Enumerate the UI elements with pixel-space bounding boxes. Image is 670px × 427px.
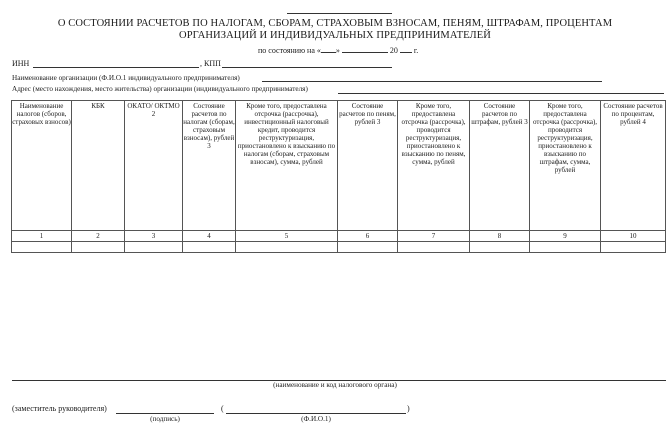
settlement-table [11, 100, 666, 253]
signature-caption: (подпись) [150, 415, 180, 423]
table-cell[interactable] [236, 242, 338, 253]
kpp-label: , КПП [200, 59, 221, 68]
col-header-tax-balance: Состояние расчетов по налогам (сборам, страховым взносам), рублей 3 [183, 101, 236, 231]
col-header-interest-balance: Состояние расчетов по процентам, рублей 4 [601, 101, 666, 231]
column-number: 1 [12, 231, 72, 242]
col-header-tax-name: Наименование налогов (сборов, страховых взносов) [12, 101, 72, 231]
table-header-row [12, 101, 666, 231]
col-header-fine-deferral: Кроме того, предоставлена отсрочка (рассрочка), проводится реструктуризация, приостановлено к взысканию по штрафам, сумма, рублей [530, 101, 601, 231]
address-field[interactable] [338, 93, 664, 94]
paren-close: ) [407, 404, 410, 413]
document-title-line2: ОРГАНИЗАЦИЙ И ИНДИВИДУАЛЬНЫХ ПРЕДПРИНИМАТЕЛЕЙ [179, 30, 491, 41]
table-cell[interactable] [338, 242, 398, 253]
date-suffix: г. [413, 46, 419, 55]
column-number: 5 [236, 231, 338, 242]
table-cell[interactable] [12, 242, 72, 253]
address-label: Адрес (место нахождения, место жительства) организации (индивидуального предпринимателя) [12, 85, 308, 93]
col-header-fine-balance: Состояние расчетов по штрафам, рублей 3 [470, 101, 530, 231]
table-cell[interactable] [125, 242, 183, 253]
column-number: 2 [72, 231, 125, 242]
table-cell[interactable] [530, 242, 601, 253]
org-name-field[interactable] [262, 81, 602, 82]
year-field[interactable] [400, 44, 412, 53]
column-number: 7 [398, 231, 470, 242]
table-cell[interactable] [183, 242, 236, 253]
date-prefix: по состоянию на « [258, 46, 321, 55]
top-short-line [287, 13, 392, 14]
table-cell[interactable] [470, 242, 530, 253]
table-cell[interactable] [72, 242, 125, 253]
fio-field[interactable] [226, 413, 406, 414]
column-number: 9 [530, 231, 601, 242]
fio-caption: (Ф.И.О.1) [301, 415, 331, 423]
table-cell[interactable] [398, 242, 470, 253]
col-header-kbk: КБК [72, 101, 125, 231]
table-row[interactable] [12, 242, 666, 253]
year-prefix: 20 [389, 46, 398, 55]
inn-field[interactable] [33, 67, 199, 68]
col-header-penalty-balance: Состояние расчетов по пеням, рублей 3 [338, 101, 398, 231]
column-number: 8 [470, 231, 530, 242]
col-header-penalty-deferral: Кроме того, предоставлена отсрочка (рассрочка), проводится реструктуризация, приостановлено к взысканию по пеням, сумма, рублей [398, 101, 470, 231]
document-title-line1: О СОСТОЯНИИ РАСЧЕТОВ ПО НАЛОГАМ, СБОРАМ, СТРАХОВЫМ ВЗНОСАМ, ПЕНЯМ, ШТРАФАМ, ПРОЦЕНТАМ [57, 18, 613, 29]
column-number: 6 [338, 231, 398, 242]
column-number: 10 [601, 231, 666, 242]
table-cell[interactable] [601, 242, 666, 253]
column-number-row [12, 231, 666, 242]
tax-authority-caption: (наименование и код налогового органа) [273, 381, 397, 389]
inn-label: ИНН [12, 59, 30, 68]
date-mid: » [335, 46, 340, 55]
signature-field[interactable] [116, 413, 214, 414]
month-field[interactable] [342, 44, 388, 53]
paren-open: ( [221, 404, 224, 413]
date-line [258, 44, 418, 56]
col-header-tax-deferral: Кроме того, предоставлена отсрочка (рассрочка), инвестиционный налоговый кредит, проводится реструктуризация, приостановлено к взысканию по налогам (сборам, страховым взносам), сумма, рублей [236, 101, 338, 231]
column-number: 4 [183, 231, 236, 242]
column-number: 3 [125, 231, 183, 242]
deputy-label: (заместитель руководителя) [12, 404, 107, 413]
day-field[interactable] [321, 44, 336, 53]
org-name-label: Наименование организации (Ф.И.О.1 индивидуального предпринимателя) [12, 74, 240, 82]
kpp-field[interactable] [222, 67, 392, 68]
col-header-okato: ОКАТО/ ОКТМО 2 [125, 101, 183, 231]
